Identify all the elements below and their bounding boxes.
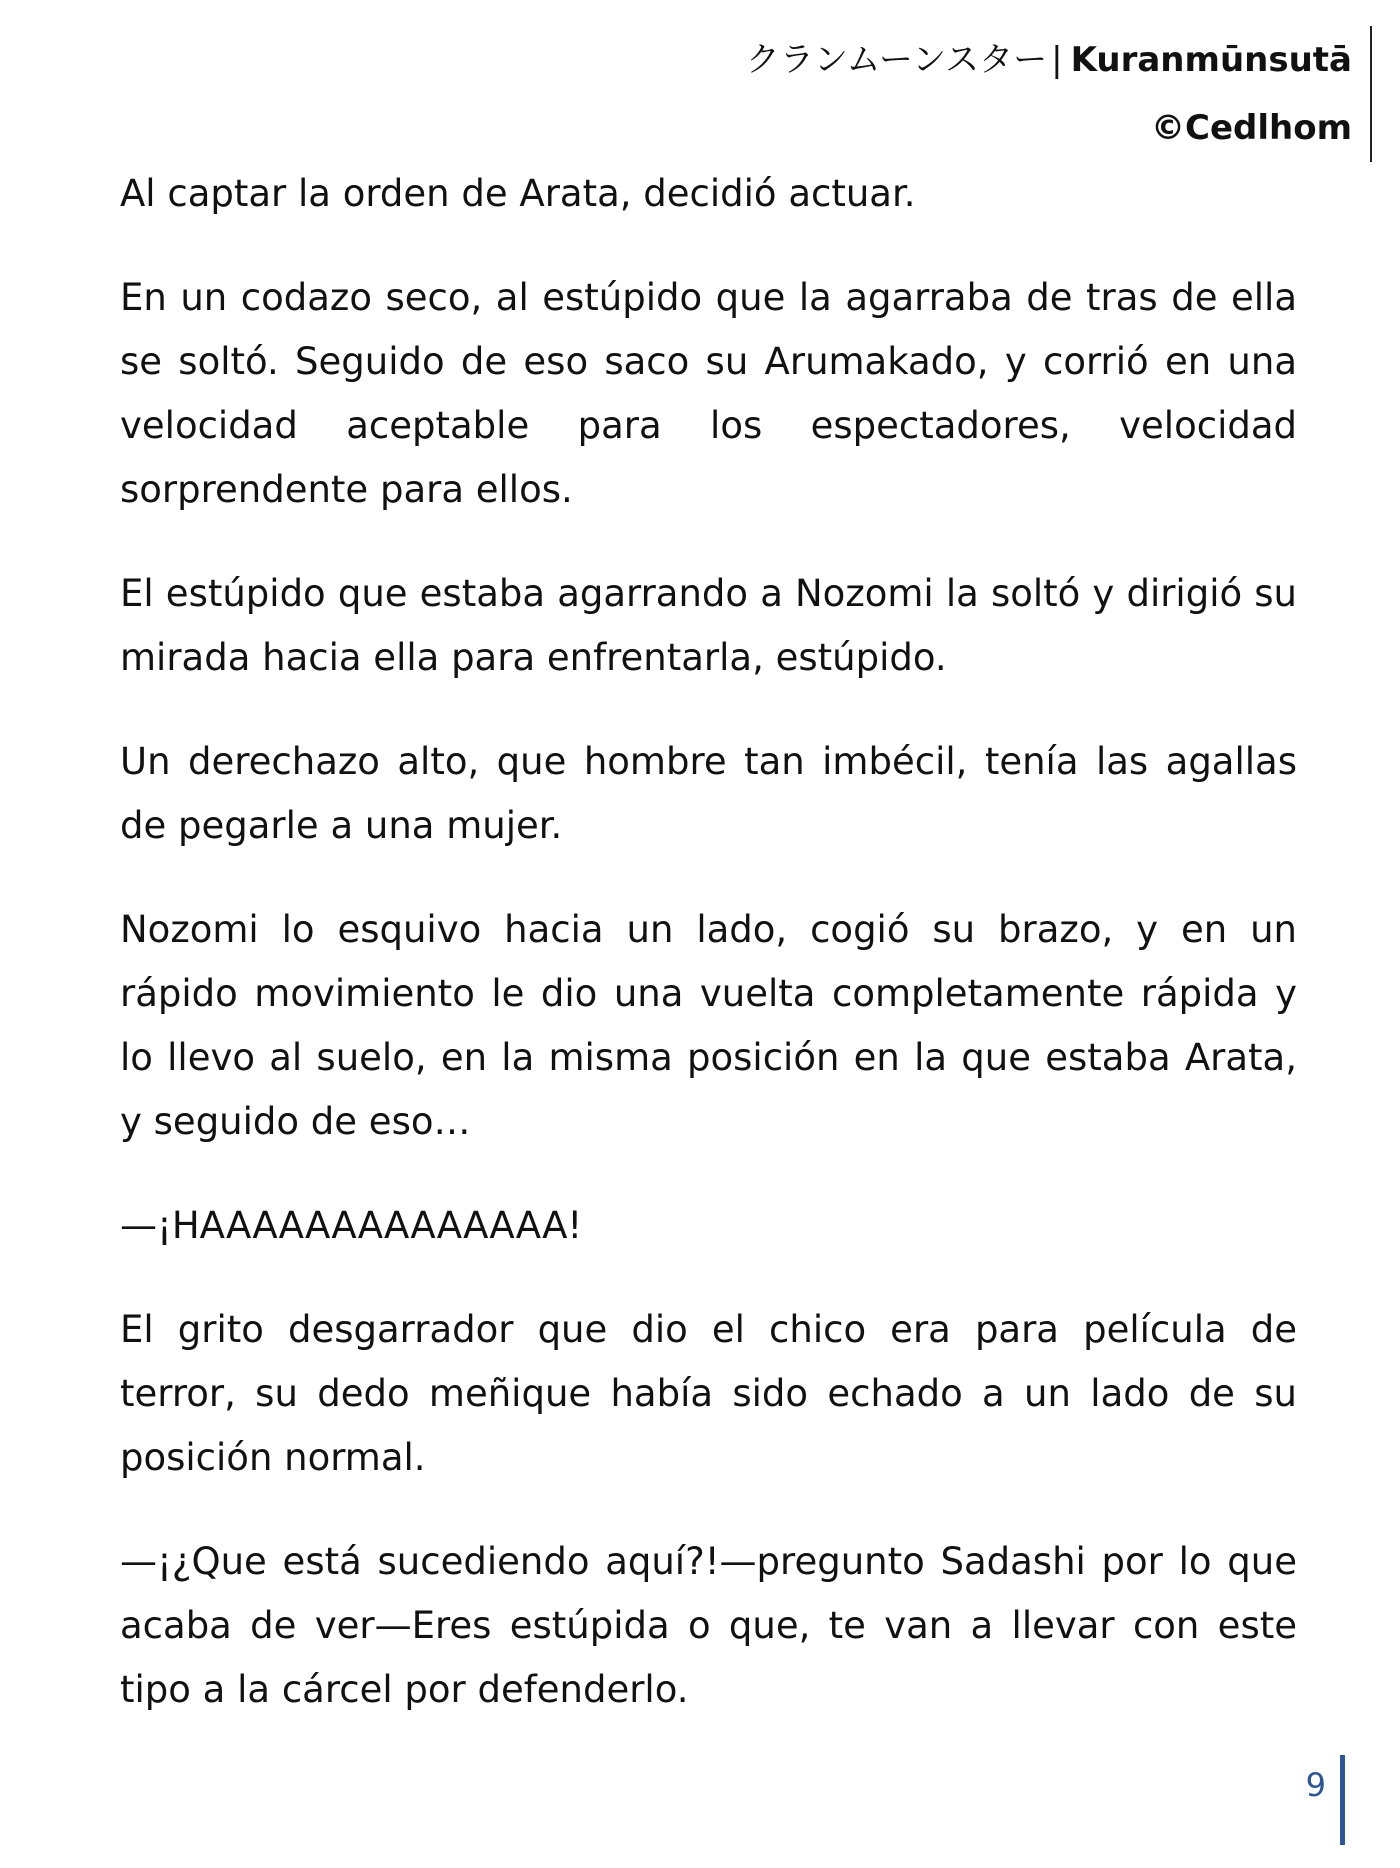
- document-body: [120, 162, 1297, 1762]
- paragraph: El estúpido que estaba agarrando a Nozomi la soltó y dirigió su mirada hacia ella para enfrentarla, estúpido.: [120, 572, 1297, 679]
- paragraph: El grito desgarrador que dio el chico era para película de terror, su dedo meñique había sido echado a un lado de su posición normal.: [120, 1308, 1297, 1479]
- japanese-title: クランムーンスター: [745, 40, 1048, 80]
- copyright-notice: ©Cedlhom: [1151, 108, 1352, 148]
- paragraph: Al captar la orden de Arata, decidió actuar.: [120, 172, 916, 215]
- romanized-title: Kuranmūnsutā: [1070, 40, 1352, 80]
- header-separator: |: [1051, 40, 1063, 80]
- paragraph: Nozomi lo esquivo hacia un lado, cogió su brazo, y en un rápido movimiento le dio una vuelta completamente rápida y lo llevo al suelo, en la misma posición en la que estaba Arata, y seguido de eso…: [120, 908, 1297, 1143]
- paragraph: —¡¿Que está sucediendo aquí?!—pregunto Sadashi por lo que acaba de ver—Eres estúpida o que, te van a llevar con este tipo a la cárcel por defenderlo.: [120, 1540, 1297, 1711]
- paragraph: —¡HAAAAAAAAAAAAAA!: [120, 1204, 583, 1247]
- paragraph: En un codazo seco, al estúpido que la agarraba de tras de ella se soltó. Seguido de eso saco su Arumakado, y corrió en una velocidad aceptable para los espectadores, velocidad sorprendente para ellos.: [120, 276, 1297, 511]
- paragraph: Un derechazo alto, que hombre tan imbécil, tenía las agallas de pegarle a una mujer.: [120, 740, 1297, 847]
- page-number: 9: [1306, 1755, 1345, 1845]
- header-title-line: [746, 26, 1352, 94]
- page-header: [746, 26, 1372, 162]
